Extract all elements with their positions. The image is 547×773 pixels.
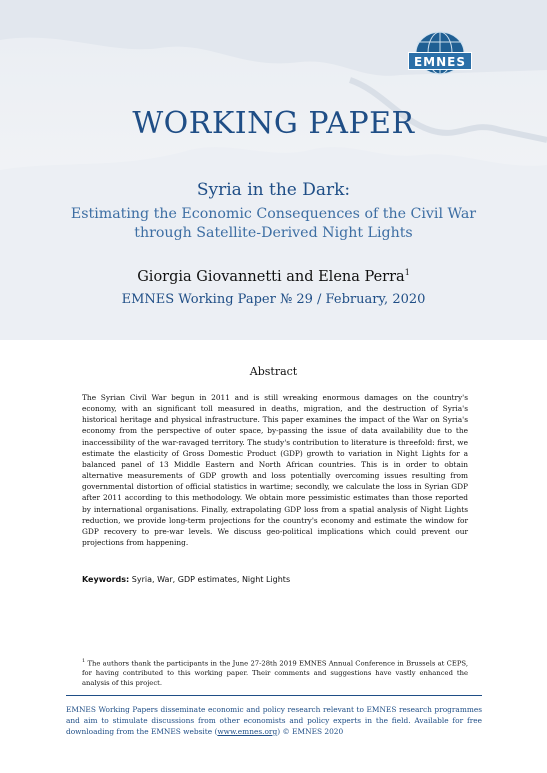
paper-title: Syria in the Dark: bbox=[196, 180, 351, 200]
footnote-text: The authors thank the participants in the June 27-28th 2019 EMNES Annual Conference in Brussels at CEPS, for having contributed to this working paper. Their comments and suggestions have vastly enhanced the analysis of this project. bbox=[82, 659, 468, 688]
footer-divider bbox=[66, 695, 482, 696]
logo-wordmark: EMNES bbox=[408, 52, 472, 70]
page-title: WORKING PAPER bbox=[132, 106, 415, 141]
author-names: Giorgia Giovannetti and Elena Perra bbox=[137, 268, 405, 285]
authors bbox=[0, 268, 547, 285]
abstract-heading: Abstract bbox=[249, 365, 298, 378]
paper-subtitle-line: through Satellite-Derived Night Lights bbox=[134, 225, 413, 241]
author-footnote-mark: 1 bbox=[404, 268, 410, 277]
emnes-website-link[interactable]: www.emnes.org bbox=[217, 727, 278, 736]
footer-text: EMNES Working Papers disseminate economic and policy research relevant to EMNES research programmes and aim to stimulate discussions from other economists and policy experts in the field. Available for free downloading from the EMNES website ( bbox=[66, 705, 482, 736]
paper-subtitle bbox=[0, 205, 547, 243]
abstract-body: The Syrian Civil War begun in 2011 and is still wreaking enormous damages on the country's economy, with an significant toll measured in deaths, migration, and the destruction of Syria's historical heritage and physical infrastructure. This paper examines the impact of the War on Syria's economy from the perspective of outer space, by-passing the issue of data availability due to the inaccessibility of the war-ravaged territory. The study's contribution to literature is threefold: first, we estimate the elasticity of Gross Domestic Product (GDP) growth to variation in Night Lights for a balanced panel of 13 Middle Eastern and North African countries. This is in order to obtain alternative measurements of GDP growth and loss potentially overcoming issues resulting from governmental distortion of official statistics in wartime; secondly, we calculate the loss in Syrian GDP after 2011 according to this methodology. We obtain more pessimistic estimates than those reported by international organisations. Finally, extrapolating GDP loss from a spatial analysis of Night Lights reduction, we provide long-term projections for the country's economy and estimate the window for GDP recovery to pre-war levels. We discuss geo-political implications which could prevent our projections from happening. bbox=[82, 393, 468, 548]
footer-copyright: ) © EMNES 2020 bbox=[277, 727, 344, 736]
footnote-mark: 1 bbox=[82, 658, 86, 664]
keywords-list: Syria, War, GDP estimates, Night Lights bbox=[131, 575, 291, 584]
keywords-label: Keywords: bbox=[82, 575, 130, 584]
keywords bbox=[82, 575, 468, 584]
footer-note bbox=[66, 704, 482, 737]
emnes-logo bbox=[408, 30, 472, 90]
footnote bbox=[82, 656, 468, 688]
working-paper-number: EMNES Working Paper № 29 / February, 2020 bbox=[121, 292, 426, 307]
paper-subtitle-line: Estimating the Economic Consequences of the Civil War bbox=[70, 206, 477, 222]
